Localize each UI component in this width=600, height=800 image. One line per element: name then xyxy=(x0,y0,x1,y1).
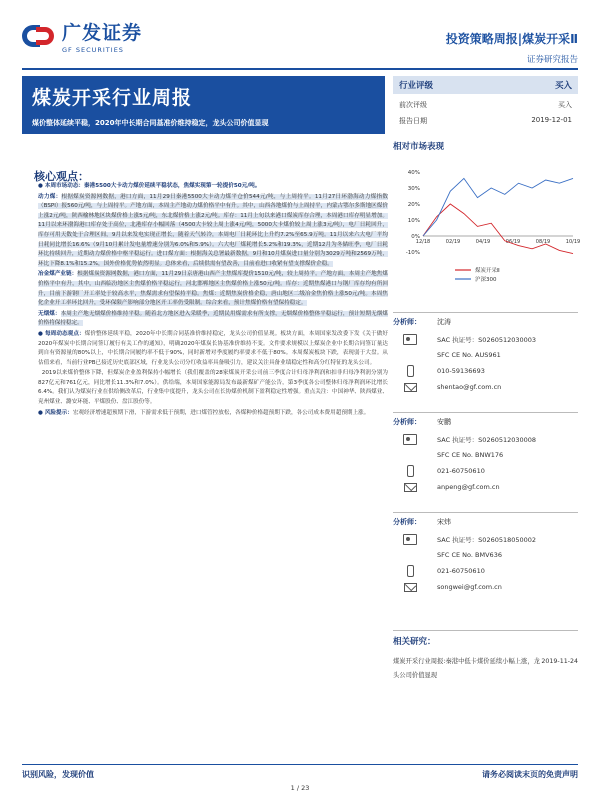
analyst-2: 分析师： 安鹏 SAC 执证号：S0260512030008 SFC CE No. BNW176 021-60750610 anpeng@gf.com.cn xyxy=(393,412,578,495)
brand-name-en: GF SECURITIES xyxy=(62,46,124,54)
analyst-sac: SAC 执证号：S0260512030008 xyxy=(437,435,537,444)
report-date-value: 2019-12-01 xyxy=(531,116,572,124)
brand-logo xyxy=(22,18,142,54)
analyst-name: 宋炜 xyxy=(437,518,451,526)
title-banner xyxy=(22,76,385,134)
related-research xyxy=(393,630,578,683)
legend-label: 煤炭开采Ⅱ xyxy=(475,268,500,274)
para-anthracite: 无烟煤：本周主产地无烟煤价格维持平稳。随着北方地区进入采暖季，近期民用煤需求有所支撑，无烟煤价格整体平稳运行，预计短期无烟煤价格将保持稳定。 xyxy=(38,310,388,327)
phone-icon xyxy=(407,465,414,477)
main-body xyxy=(38,182,388,419)
para-weekly-view: ● 每周动态观点：煤价整体延续平稳，2020年中长期合同基准价维持稳定，龙头公司价值显现。板块方面，本周国家发改委下发《关于做好2020年煤炭中长期合同签订履行有关工作的通知》，明确2020年煤炭长协基准价维持不变。文件要求规模以上煤炭企业中长期合同签订量达到自有资源量的80%以上，中长期合同履约率不低于90%，同时新增对季度履约率要求不低于80%。本周煤炭板块下跌，表现弱于大盘。从估值来看，当前行业PB已接近历史底部区域，行业龙头公司分红收益率具备吸引力，建议关注具备业绩稳定性和高分红特征的龙头公司。 xyxy=(38,330,388,366)
y-tick-label: -10% xyxy=(405,250,420,256)
rating-value: 买入 xyxy=(554,81,572,91)
related-date: 2019-11-24 xyxy=(541,658,578,665)
mail-icon xyxy=(404,583,417,592)
analyst-phone: 010-59136693 xyxy=(437,367,485,375)
prev-rating-label: 前次评级 xyxy=(399,101,427,109)
mail-icon xyxy=(404,483,417,492)
analyst-sfc: SFC CE No. AUS961 xyxy=(437,351,501,359)
footer-slogan: 识别风险，发现价值 xyxy=(22,770,94,779)
brand-name-cn: 广发证券 xyxy=(62,22,143,44)
rating-label: 行业评级 xyxy=(399,81,434,91)
analyst-email[interactable]: anpeng@gf.com.cn xyxy=(437,483,500,491)
x-tick-label: 12/18 xyxy=(415,239,431,245)
report-subtitle: 煤价整体延续平稳，2020年中长期合同基准价维持稳定，龙头公司价值显现 xyxy=(32,119,269,127)
analyst-sfc: SFC CE No. BNW176 xyxy=(437,451,504,459)
core-views-title: 核心观点： xyxy=(34,170,89,183)
x-tick-label: 04/19 xyxy=(475,239,491,245)
series-line xyxy=(423,204,573,254)
phone-icon xyxy=(407,365,414,377)
analyst-email[interactable]: shentao@gf.com.cn xyxy=(437,383,502,391)
analyst-sac: SAC 执证号：S0260512030003 xyxy=(437,335,537,344)
analyst-sfc: SFC CE No. BMV636 xyxy=(437,551,502,559)
y-tick-label: 30% xyxy=(407,186,420,192)
id-card-icon xyxy=(403,334,417,345)
para-thermal-coal: 动力煤：根据煤炭资源网数据，港口方面，11月29日秦港5500大卡动力煤平仓价544元/吨，与上周持平。11月27日环渤海动力煤指数（BSPI）报560元/吨，与上周持平。产地方面，本周主产地动力煤价格平中有升。其中，山西各地煤价与上周持平，内蒙古鄂尔多斯地区煤价上涨2元/吨，陕西榆林地区块煤价格上涨5元/吨，东北煤价格上涨2元/吨。库存：11月上旬以来港口煤炭库存合理，本周港口库存明显增加。11月以来环渤海港口库存处于高位，北港库存小幅回落（4500大卡较上周上涨4元/吨，5000大卡煤价较上周上涨3元/吨），电厂日耗回升，库存可用天数处于合理区间，9月以来发电实现正增长，随着天气转冷，本周电厂日耗环比上升约7.2%至65.9万吨。11月以来六大电厂平均日耗同比增长16.6%（9月10月累计发电量增速分别为6.0%和5.9%）。六大电厂煤耗增长5.2%和19.3%，近期12月为冬储旺季，电厂日耗环比持续回升，近期动力煤价格中枢平稳运行。进口煤方面：根据海关总署最新数据，9月和10月煤炭进口量分别为3029万吨和2569万吨，环比下降8.1%和15.2%，国外价格优势依然明显。总体来看，后续供需有望改善，目前看进口收紧有望支撑煤价企稳。 xyxy=(38,193,388,267)
x-tick-label: 10/19 xyxy=(565,239,581,245)
y-tick-label: 20% xyxy=(407,202,420,208)
report-type: 投资策略周报|煤炭开采Ⅱ xyxy=(445,32,578,46)
report-date-label: 报告日期 xyxy=(399,117,427,125)
analyst-label: 分析师： xyxy=(393,318,421,326)
legend-label: 沪深300 xyxy=(475,277,497,283)
analyst-name: 安鹏 xyxy=(437,418,451,426)
y-tick-label: 40% xyxy=(407,170,420,176)
related-item[interactable] xyxy=(393,655,578,683)
prev-rating-value: 买入 xyxy=(558,101,572,109)
gf-logo-icon xyxy=(22,21,56,51)
report-title: 煤炭开采行业周报 xyxy=(32,87,193,109)
x-tick-label: 08/19 xyxy=(535,239,551,245)
analyst-phone: 021-60750610 xyxy=(437,467,485,475)
x-tick-label: 06/19 xyxy=(505,239,521,245)
analyst-3: 分析师： 宋炜 SAC 执证号：S0260518050002 SFC CE No. BMV636 021-60750610 songwei@gf.com.cn xyxy=(393,512,578,595)
chart-svg xyxy=(393,164,581,294)
x-tick-label: 02/19 xyxy=(445,239,461,245)
analyst-1 xyxy=(393,312,578,395)
para-market: ● 本周市场动态：秦港5500大卡动力煤价延续平稳状态，焦煤实现第一轮提价50元/吨。 xyxy=(38,183,261,189)
id-card-icon xyxy=(403,534,417,545)
related-title: 相关研究： xyxy=(393,637,436,647)
footer-divider xyxy=(22,764,578,765)
analyst-phone: 021-60750610 xyxy=(437,567,485,575)
para-summary: 2019以来煤价整体下降，但煤炭企业盈利保持小幅增长（我们覆盖的28家煤炭开采公司前三季度合计归母净利润和扣非归母净利润分别为827亿元和761亿元，同比增长11.3%和7.0%）。供给端，本周国家能源局发布最新煤矿产能公告，第3季度各公司整体归母净利润环比增长6.4%。我们认为煤炭行业在供给侧改革后，行业集中度提升，龙头公司在长协煤价机制下盈利稳定性增强。重点关注：中国神华、陕西煤业、兖州煤业、潞安环能、平煤股份、盘江股份等。 xyxy=(38,370,388,406)
id-card-icon xyxy=(403,434,417,445)
report-category: 证券研究报告 xyxy=(526,55,578,65)
series-line xyxy=(423,178,573,236)
footer-disclaimer: 请务必阅读末页的免责声明 xyxy=(482,770,578,779)
para-risk: ● 风险提示：宏观经济增速超预期下滑，下游需求低于预期，进口煤管控放松，各煤种价格超预期下跌，各公司成本费用超预期上涨。 xyxy=(38,409,370,416)
analyst-email[interactable]: songwei@gf.com.cn xyxy=(437,583,502,591)
y-tick-label: 0% xyxy=(411,234,420,240)
performance-chart xyxy=(393,164,581,294)
para-met-coal: 冶金煤产业链：根据煤炭资源网数据，港口方面，11月29日京唐港山西产主焦煤库提价1510元/吨，较上周持平。产地方面，本周主产地焦煤价格平中有升，其中，山西临汾地区主焦煤价格平稳运行，河北邯郸地区主焦煤价格上涨50元/吨。库存：近期焦煤港口与钢厂库存均有所回升，目前下游钢厂开工率处于较高水平，焦煤需求有望保持平稳。焦煤：近期焦炭价格企稳，唐山地区二级冶金焦价格上涨50元/吨。本周焦化企业开工率环比回升，受环保限产影响部分地区开工率仍受限制。综合来看，预计焦煤价格有望保持稳定。 xyxy=(38,271,388,307)
related-text: 煤炭开采行业周报:秦港中低卡煤价延续小幅上涨，龙头公司价值显现 xyxy=(393,658,540,679)
y-tick-label: 10% xyxy=(407,218,420,224)
header-divider xyxy=(22,68,578,70)
page-number: 1 / 23 xyxy=(290,784,310,792)
chart-title: 相对市场表现 xyxy=(393,142,445,152)
phone-icon xyxy=(407,565,414,577)
analyst-sac: SAC 执证号：S0260518050002 xyxy=(437,535,537,544)
analyst-name: 沈涛 xyxy=(437,318,451,326)
mail-icon xyxy=(404,383,417,392)
rating-box xyxy=(393,76,578,126)
